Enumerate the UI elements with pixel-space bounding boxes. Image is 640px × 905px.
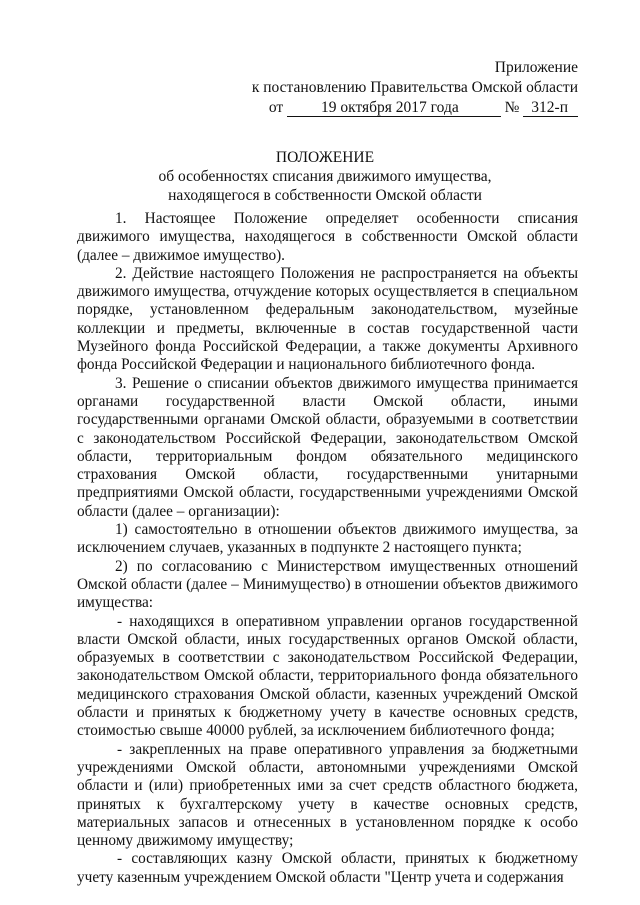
title-subheading: об особенностях списания движимого имущества, находящегося в собственности Омской области xyxy=(158,168,492,204)
from-label: от xyxy=(268,99,284,116)
resolution-reference: к постановлению Правительства Омской области xyxy=(251,79,578,96)
list-item-budget-institutions: - закрепленных на праве оперативного управления за бюджетными учреждениями Омской области, автономными учреждениями Омской области и (или) приобретенных ими за счет средств областного бюджета, принятых к бухгалтерскому учету в качестве основных средств, материальных запасов и отнесенных в установленном порядке к особо ценному движимому имуществу; xyxy=(77,740,578,850)
subparagraph-2: 2) по согласованию с Министерством имущественных отношений Омской области (далее – Минимущество) в отношении объектов движимого имущества: xyxy=(77,557,578,612)
paragraph-2: 2. Действие настоящего Положения не распространяется на объекты движимого имущества, отчуждение которых осуществляется в специальном порядке, установленном федеральным законодательством, музейные коллекции и предметы, включенные в состав государственной части Музейного фонда Российской Федерации, а также документы Архивного фонда Российской Федерации и национального библиотечного фонда. xyxy=(77,264,578,374)
number-label: № xyxy=(504,99,520,116)
resolution-date: 19 октября 2017 года xyxy=(287,99,501,117)
list-item-operational-management: - находящихся в оперативном управлении органов государственной власти Омской области, иных государственных органов Омской области, образуемых в соответствии с законодательством Российской Федерации, законодательством Омской области, территориального фонда обязательного медицинского страхования Омской области, казенных учреждений Омской области и принятых к бюджетному учету в качестве основных средств, стоимостью свыше 40000 рублей, за исключением библиотечного фонда; xyxy=(77,612,578,740)
title-heading: ПОЛОЖЕНИЕ xyxy=(275,149,375,166)
document-title xyxy=(120,148,530,205)
resolution-number: 312-п xyxy=(523,99,578,117)
appendix-label: Приложение xyxy=(494,59,578,76)
paragraph-1: 1. Настоящее Положение определяет особенности списания движимого имущества, находящегося в собственности Омской области (далее – движимое имущество). xyxy=(77,210,578,264)
document-header xyxy=(238,58,578,118)
paragraph-3: 3. Решение о списании объектов движимого имущества принимается органами государственной власти Омской области, иными государственными органами Омской области, образуемыми в соответствии с законодательством Российской Федерации, законодательством Омской области, территориальным фондом обязательного медицинского страхования Омской области, государственными унитарными предприятиями Омской области, государственными учреждениями Омской области (далее – организации): xyxy=(77,374,578,520)
document-body xyxy=(77,210,578,887)
subparagraph-1: 1) самостоятельно в отношении объектов движимого имущества, за исключением случаев, указанных в подпункте 2 настоящего пункта; xyxy=(77,521,578,557)
list-item-treasury: - составляющих казну Омской области, принятых к бюджетному учету казенным учреждением Омской области "Центр учета и содержания xyxy=(77,850,578,886)
date-number-line xyxy=(238,98,578,118)
